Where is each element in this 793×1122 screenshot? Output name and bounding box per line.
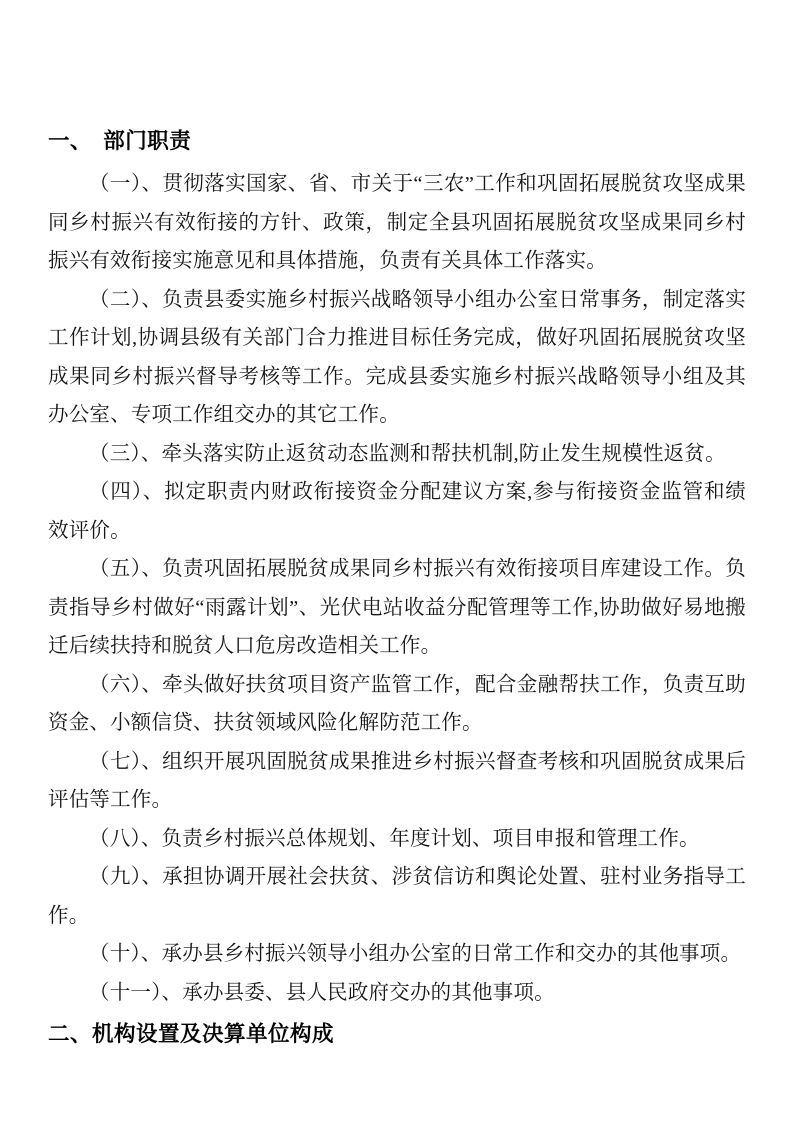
duty-paragraph-1: （一）、贯彻落实国家、省、市关于“三农”工作和巩固拓展脱贫攻坚成果同乡村振兴有效衔接的方针、政策，制定全县巩固拓展脱贫攻坚成果同乡村振兴有效衔接实施意见和具体措施，负责有关具体工作落实。 — [48, 173, 746, 272]
duty-paragraph-9: （九）、承担协调开展社会扶贫、涉贫信访和舆论处置、驻村业务指导工作。 — [48, 866, 746, 927]
duty-paragraph-5: （五）、负责巩固拓展脱贫成果同乡村振兴有效衔接项目库建设工作。负责指导乡村做好“雨露计划”、光伏电站收益分配管理等工作,协助做好易地搬迁后续扶持和脱贫人口危房改造相关工作。 — [48, 558, 746, 657]
duty-paragraph-11: （十一）、承办县委、县人民政府交办的其他事项。 — [89, 981, 555, 1004]
duty-paragraph-7: （七）、组织开展巩固脱贫成果推进乡村振兴督查考核和巩固脱贫成果后评估等工作。 — [48, 750, 746, 811]
duty-paragraph-2: （二）、负责县委实施乡村振兴战略领导小组办公室日常事务，制定落实工作计划,协调县级有关部门合力推进目标任务完成，做好巩固拓展脱贫攻坚成果同乡村振兴督导考核等工作。完成县委实施乡村振兴战略领导小组及其办公室、专项工作组交办的其它工作。 — [48, 288, 746, 426]
duty-paragraph-3: （三）、牵头落实防止返贫动态监测和帮扶机制,防止发生规模性返贫。 — [89, 442, 726, 465]
duty-paragraph-8: （八）、负责乡村振兴总体规划、年度计划、项目申报和管理工作。 — [89, 827, 700, 850]
section-2-heading: 二、机构设置及决算单位构成 — [48, 1022, 335, 1046]
duty-paragraph-10: （十）、承办县乡村振兴领导小组办公室的日常工作和交办的其他事项。 — [89, 943, 742, 965]
duty-paragraph-4: （四）、拟定职责内财政衔接资金分配建议方案,参与衔接资金监管和绩效评价。 — [48, 481, 746, 542]
duty-paragraph-6: （六）、牵头做好扶贫项目资产监管工作，配合金融帮扶工作，负责互助资金、小额信贷、扶贫领域风险化解防范工作。 — [48, 673, 746, 734]
section-1-heading: 一、 部门职责 — [48, 129, 192, 153]
